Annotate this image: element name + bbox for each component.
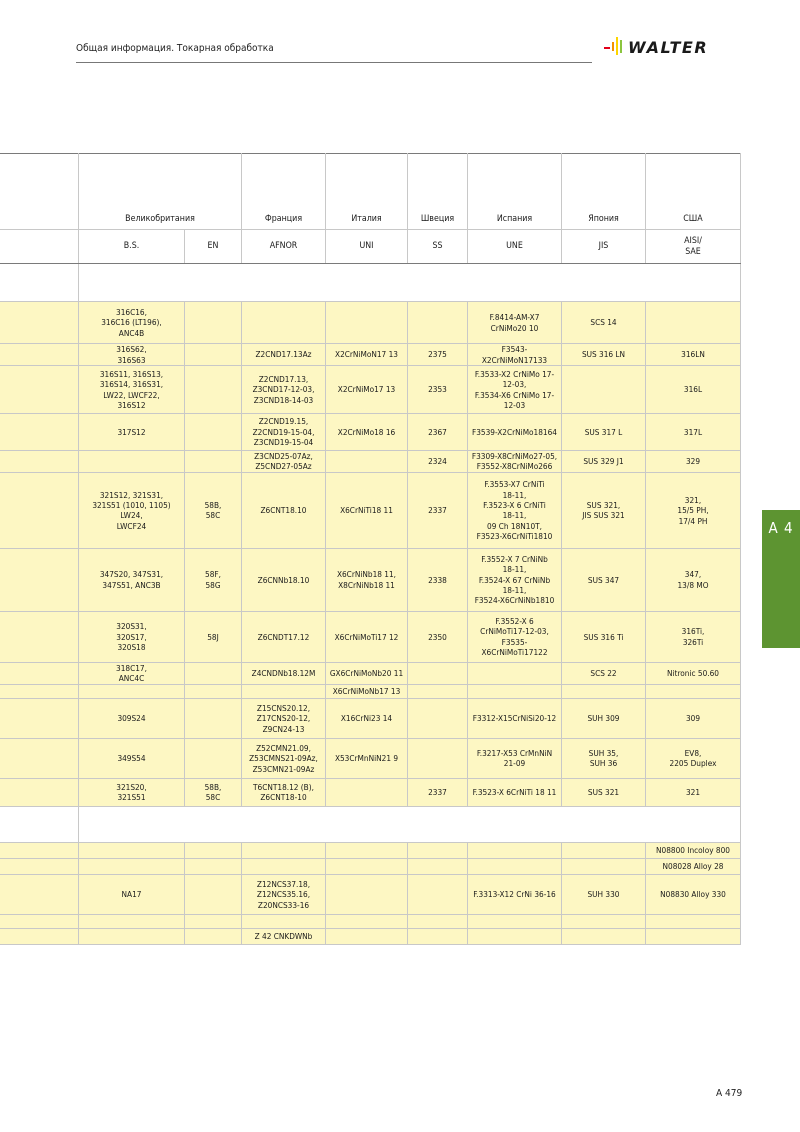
- table-cell: 2324: [408, 451, 468, 473]
- table-cell: [185, 366, 242, 414]
- table-cell: [468, 858, 562, 874]
- table-cell: [646, 914, 741, 928]
- table-cell: 316Ti, 326Ti: [646, 611, 741, 662]
- header-spacer: [0, 154, 79, 230]
- table-cell: [408, 914, 468, 928]
- table-cell: [562, 928, 646, 944]
- table-cell: X6CrNiTi18 11: [326, 472, 408, 548]
- table-cell: [79, 928, 185, 944]
- table-cell: [468, 842, 562, 858]
- table-cell: [408, 662, 468, 684]
- table-cell: SCS 14: [562, 302, 646, 344]
- table-cell: [185, 874, 242, 914]
- row-spacer: [0, 842, 79, 858]
- table-row: [0, 414, 741, 451]
- table-cell: [79, 684, 185, 698]
- table-cell: [185, 928, 242, 944]
- row-spacer: [0, 698, 79, 738]
- section-tab-a4[interactable]: A 4: [762, 510, 800, 648]
- table-cell: [468, 928, 562, 944]
- table-row: [0, 344, 741, 366]
- table-cell: GX6CrNiMoNb20 11: [326, 662, 408, 684]
- table-cell: [79, 451, 185, 473]
- group-header: [79, 264, 741, 302]
- table-cell: 316C16, 316C16 (LT196), ANC4B: [79, 302, 185, 344]
- table-cell: SUS 347: [562, 548, 646, 611]
- group-spacer: [0, 806, 79, 842]
- group-spacer: [0, 264, 79, 302]
- table-cell: [326, 914, 408, 928]
- row-spacer: [0, 738, 79, 778]
- row-spacer: [0, 344, 79, 366]
- table-cell: 316S62, 316S63: [79, 344, 185, 366]
- standard-header: AFNOR: [242, 230, 326, 264]
- table-cell: [185, 914, 242, 928]
- table-cell: T6CNT18.12 (B), Z6CNT18-10: [242, 778, 326, 806]
- table-row: [0, 684, 741, 698]
- table-row: [0, 451, 741, 473]
- steel-equivalents-table: [0, 153, 741, 945]
- table-cell: [79, 842, 185, 858]
- table-cell: Z6CNT18.10: [242, 472, 326, 548]
- table-cell: 347, 13/8 MO: [646, 548, 741, 611]
- table-cell: N08028 Alloy 28: [646, 858, 741, 874]
- table-row: [0, 928, 741, 944]
- standard-header: JIS: [562, 230, 646, 264]
- table-cell: [562, 842, 646, 858]
- table-cell: 309: [646, 698, 741, 738]
- table-cell: 2353: [408, 366, 468, 414]
- group-header: [79, 806, 741, 842]
- standard-header: UNI: [326, 230, 408, 264]
- row-spacer: [0, 684, 79, 698]
- table-row: [0, 842, 741, 858]
- table-cell: 2367: [408, 414, 468, 451]
- standard-header: SS: [408, 230, 468, 264]
- row-spacer: [0, 451, 79, 473]
- table-cell: [562, 858, 646, 874]
- header-spacer: [0, 230, 79, 264]
- table-row: [0, 778, 741, 806]
- table-cell: [468, 662, 562, 684]
- table-cell: 317S12: [79, 414, 185, 451]
- table-row: [0, 874, 741, 914]
- table-cell: 309S24: [79, 698, 185, 738]
- table-cell: 321: [646, 778, 741, 806]
- table-cell: Z3CND25-07Az, Z5CND27-05Az: [242, 451, 326, 473]
- table-cell: 321, 15/5 PH, 17/4 PH: [646, 472, 741, 548]
- country-header: Япония: [562, 154, 646, 230]
- table-cell: SUS 321, JIS SUS 321: [562, 472, 646, 548]
- table-cell: [185, 842, 242, 858]
- table-cell: Z2CND17.13, Z3CND17-12-03, Z3CND18-14-03: [242, 366, 326, 414]
- table-cell: Z12NCS37.18, Z12NCS35.16, Z20NCS33-16: [242, 874, 326, 914]
- country-header: Швеция: [408, 154, 468, 230]
- table-cell: Z4CNDNb18.12M: [242, 662, 326, 684]
- table-row: [0, 611, 741, 662]
- table-cell: Z2CND17.13Az: [242, 344, 326, 366]
- table-cell: [242, 302, 326, 344]
- table-cell: [79, 858, 185, 874]
- table-cell: [646, 684, 741, 698]
- table-cell: N08800 Incoloy 800: [646, 842, 741, 858]
- walter-logo: [604, 36, 742, 58]
- country-header: США: [646, 154, 741, 230]
- row-spacer: [0, 611, 79, 662]
- table-cell: F3312-X15CrNiSi20-12: [468, 698, 562, 738]
- header-divider: [76, 62, 592, 63]
- table-cell: [326, 842, 408, 858]
- table-cell: 58F, 58G: [185, 548, 242, 611]
- table-cell: F.3313-X12 CrNi 36-16: [468, 874, 562, 914]
- row-spacer: [0, 548, 79, 611]
- table-cell: [326, 928, 408, 944]
- table-cell: X16CrNi23 14: [326, 698, 408, 738]
- page-header-title: Общая информация. Токарная обработка: [76, 43, 274, 54]
- standard-header: UNE: [468, 230, 562, 264]
- table-cell: [408, 874, 468, 914]
- table-cell: 58B, 58C: [185, 472, 242, 548]
- table-cell: [185, 662, 242, 684]
- table-cell: [185, 302, 242, 344]
- table-cell: SUS 316 Ti: [562, 611, 646, 662]
- table-cell: [185, 738, 242, 778]
- table-cell: SUS 317 L: [562, 414, 646, 451]
- table-cell: SUS 329 J1: [562, 451, 646, 473]
- standard-header: B.S.: [79, 230, 185, 264]
- row-spacer: [0, 914, 79, 928]
- table-cell: F3543- X2CrNiMoN17133: [468, 344, 562, 366]
- row-spacer: [0, 858, 79, 874]
- table-cell: [468, 684, 562, 698]
- row-spacer: [0, 874, 79, 914]
- row-spacer: [0, 662, 79, 684]
- table-cell: EV8, 2205 Duplex: [646, 738, 741, 778]
- table-cell: [185, 684, 242, 698]
- table-cell: [185, 414, 242, 451]
- table-cell: X2CrNiMo18 16: [326, 414, 408, 451]
- table-cell: [408, 684, 468, 698]
- table-cell: X2CrNiMoN17 13: [326, 344, 408, 366]
- table-cell: F.3553-X7 CrNiTi 18-11, F.3523-X 6 CrNiTi 18-11, 09 Ch 18N10T, F3523-X6CrNiTi1810: [468, 472, 562, 548]
- table-cell: [326, 302, 408, 344]
- page-number: A 479: [716, 1088, 743, 1099]
- table-cell: X2CrNiMo17 13: [326, 366, 408, 414]
- table-cell: 316S11, 316S13, 316S14, 316S31, LW22, LWCF22, 316S12: [79, 366, 185, 414]
- table-cell: 318C17, ANC4C: [79, 662, 185, 684]
- country-header: Великобритания: [79, 154, 242, 230]
- row-spacer: [0, 928, 79, 944]
- table-cell: [185, 698, 242, 738]
- table-cell: [326, 874, 408, 914]
- table-cell: [79, 914, 185, 928]
- table-cell: [408, 842, 468, 858]
- table-cell: [242, 842, 326, 858]
- row-spacer: [0, 778, 79, 806]
- table-cell: Z2CND19.15, Z2CND19-15-04, Z3CND19-15-04: [242, 414, 326, 451]
- table-cell: Z52CMN21.09, Z53CMNS21-09Az, Z53CMN21-09Az: [242, 738, 326, 778]
- table-cell: F.3552-X 7 CrNiNb 18-11, F.3524-X 67 CrNiNb 18-11, F3524-X6CrNiNb1810: [468, 548, 562, 611]
- row-spacer: [0, 302, 79, 344]
- logo-text: WALTER: [628, 38, 709, 57]
- table-row: [0, 302, 741, 344]
- table-cell: Z 42 CNKDWNb: [242, 928, 326, 944]
- table-cell: 316L: [646, 366, 741, 414]
- table-cell: [408, 858, 468, 874]
- table-cell: SUS 321: [562, 778, 646, 806]
- table-row: [0, 858, 741, 874]
- table-cell: SUH 330: [562, 874, 646, 914]
- table-cell: F.3523-X 6CrNiTi 18 11: [468, 778, 562, 806]
- table-cell: 321S20, 321S51: [79, 778, 185, 806]
- table-row: [0, 548, 741, 611]
- table-row: [0, 738, 741, 778]
- table-cell: [562, 366, 646, 414]
- table-cell: X6CrNiMoNb17 13: [326, 684, 408, 698]
- table-cell: 2375: [408, 344, 468, 366]
- table-row: [0, 914, 741, 928]
- table-cell: [562, 684, 646, 698]
- table-cell: X6CrNiNb18 11, X8CrNiNb18 11: [326, 548, 408, 611]
- table-cell: X6CrNiMoTi17 12: [326, 611, 408, 662]
- table-cell: Z15CNS20.12, Z17CNS20-12, Z9CN24-13: [242, 698, 326, 738]
- table-cell: [408, 928, 468, 944]
- table-cell: 2337: [408, 778, 468, 806]
- table-cell: 320S31, 320S17, 320S18: [79, 611, 185, 662]
- table-cell: [562, 914, 646, 928]
- table-cell: [408, 738, 468, 778]
- table-cell: [242, 858, 326, 874]
- standard-header: EN: [185, 230, 242, 264]
- table-cell: [242, 914, 326, 928]
- table-cell: 58B, 58C: [185, 778, 242, 806]
- table-cell: SUS 316 LN: [562, 344, 646, 366]
- country-header: Испания: [468, 154, 562, 230]
- table-cell: 349S54: [79, 738, 185, 778]
- table-cell: [185, 344, 242, 366]
- table-cell: [326, 778, 408, 806]
- table-cell: 347S20, 347S31, 347S51, ANC3B: [79, 548, 185, 611]
- table-row: [0, 662, 741, 684]
- standard-header: AISI/ SAE: [646, 230, 741, 264]
- table-cell: F3309-X8CrNiMo27-05, F3552-X8CrNiMo266: [468, 451, 562, 473]
- table-cell: F.3552-X 6 CrNiMoTi17-12-03, F3535- X6CrNiMoTi17122: [468, 611, 562, 662]
- table-row: [0, 366, 741, 414]
- table-cell: F.3217-X53 CrMnNiN 21-09: [468, 738, 562, 778]
- table-row: [0, 698, 741, 738]
- table-cell: 2350: [408, 611, 468, 662]
- table-cell: [468, 914, 562, 928]
- table-cell: NA17: [79, 874, 185, 914]
- table-cell: Z6CNNb18.10: [242, 548, 326, 611]
- country-header: Италия: [326, 154, 408, 230]
- row-spacer: [0, 414, 79, 451]
- table-cell: 316LN: [646, 344, 741, 366]
- table-cell: 2338: [408, 548, 468, 611]
- table-cell: 329: [646, 451, 741, 473]
- table-cell: Nitronic 50.60: [646, 662, 741, 684]
- table-cell: 321S12, 321S31, 321S51 (1010, 1105) LW24, LWCF24: [79, 472, 185, 548]
- table-cell: [185, 451, 242, 473]
- table-cell: 317L: [646, 414, 741, 451]
- row-spacer: [0, 472, 79, 548]
- table-cell: 58J: [185, 611, 242, 662]
- country-header: Франция: [242, 154, 326, 230]
- table-cell: SCS 22: [562, 662, 646, 684]
- table-cell: 2337: [408, 472, 468, 548]
- table-cell: SUH 35, SUH 36: [562, 738, 646, 778]
- table-cell: [326, 451, 408, 473]
- table-cell: F.8414-AM-X7 CrNiMo20 10: [468, 302, 562, 344]
- table-cell: SUH 309: [562, 698, 646, 738]
- table-cell: F3539-X2CrNiMo18164: [468, 414, 562, 451]
- table-cell: [408, 698, 468, 738]
- table-cell: [242, 684, 326, 698]
- table-cell: [185, 858, 242, 874]
- row-spacer: [0, 366, 79, 414]
- table-cell: [408, 302, 468, 344]
- table-cell: [326, 858, 408, 874]
- table-row: [0, 472, 741, 548]
- table-cell: X53CrMnNiN21 9: [326, 738, 408, 778]
- table-cell: [646, 302, 741, 344]
- table-cell: [646, 928, 741, 944]
- table-cell: N08830 Alloy 330: [646, 874, 741, 914]
- table-cell: Z6CNDT17.12: [242, 611, 326, 662]
- table-cell: F.3533-X2 CrNiMo 17- 12-03, F.3534-X6 CrNiMo 17- 12-03: [468, 366, 562, 414]
